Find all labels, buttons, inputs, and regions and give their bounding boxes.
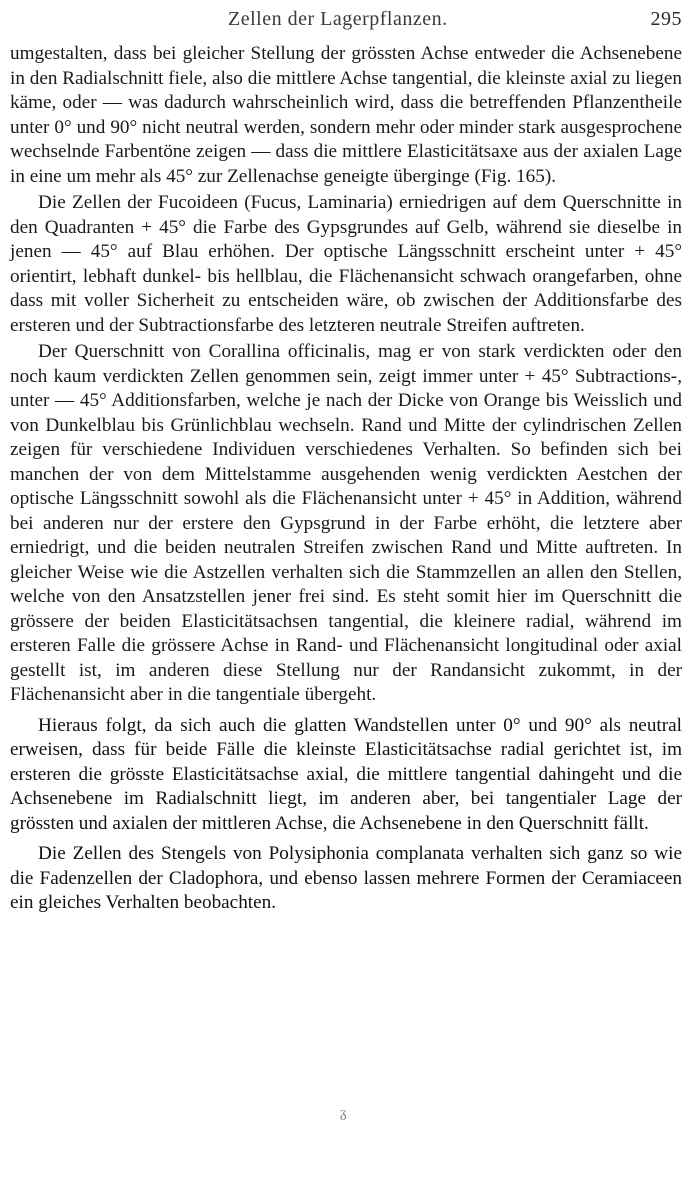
paragraph-5: Die Zellen des Stengels von Polysiphonia complanata verhalten sich ganz so wie die Fadenzellen der Cladophora, und ebenso lassen mehrere Formen der Ceramiaceen ein gleiches Verhalten beobachten. [10, 843, 682, 913]
paragraph-2: Die Zellen der Fucoideen (Fucus, Laminaria) erniedrigen auf dem Querschnitte in den Quadranten + 45° die Farbe des Gypsgrundes auf Gelb, während sie dieselbe in jenen — 45° auf Blau erhöhen. Der optische Längsschnitt erscheint unter + 45° orientirt, lebhaft dunkel- bis hellblau, die Flächenansicht schwach orangefarben, ohne dass mit voller Sicherheit zu entscheiden wäre, ob zwischen der Additionsfarbe des ersteren und der Subtractionsfarbe des letzteren neutrale Streifen auftreten. [10, 192, 682, 336]
page-body [10, 42, 682, 916]
book-page [10, 8, 682, 916]
running-title: Zellen der Lagerpflanzen. [228, 8, 448, 30]
paragraph-1: umgestalten, dass bei gleicher Stellung der grössten Achse entweder die Achsenebene in den Radialschnitt fiele, also die mittlere Achse tangential, die kleinste axial zu liegen käme, oder — was dadurch wahrscheinlich wird, dass die betreffenden Pflanzentheile unter 0° und 90° nicht neutral werden, sondern mehr oder minder stark ausgesprochene wechselnde Farbentöne zeigen — dass die mittlere Elasticitätsaxe aus der axialen Lage in eine um mehr als 45° zur Zellenachse geneigte überginge (Fig. 165). [10, 43, 682, 187]
signature-mark: ᵹ [340, 1106, 347, 1121]
page-header [10, 8, 682, 32]
paragraph-4: Hieraus folgt, da sich auch die glatten Wandstellen unter 0° und 90° als neutral erweisen, dass für beide Fälle die kleinste Elasticitätsachse radial gerichtet ist, im ersteren die grösste Elasticitätsachse axial, die mittlere tangential dahingeht und die Achsenebene im Radialschnitt liegt, im anderen aber, bei tangentialer Lage der grössten und axialen der mittleren Achse, die Achsenebene in den Querschnitt fällt. [10, 714, 682, 834]
paragraph-3: Der Querschnitt von Corallina officinalis, mag er von stark verdickten oder den noch kaum verdickten Zellen genommen sein, zeigt immer unter + 45° Subtractions-, unter — 45° Additionsfarben, welche je nach der Dicke von Orange bis Weisslich und von Dunkelblau bis Grünlichblau wechseln. Rand und Mitte der cylindrischen Zellen zeigen für verschiedene Individuen verschiedenes Verhalten. So befinden sich bei manchen der von dem Mittelstamme ausgehenden wenig verdickten Aestchen der optische Längsschnitt sowohl als die Flächenansicht unter + 45° in Addition, während bei anderen nur der erstere den Gypsgrund in der Farbe erhöht, die letztere aber erniedrigt, und die beiden neutralen Streifen zwischen Rand und Mitte auftreten. In gleicher Weise wie die Astzellen verhalten sich die Stammzellen an allen den Stellen, welche von den Ansatzstellen jener frei sind. Es steht somit hier im Querschnitt die grössere der beiden Elasticitätsachsen tangential, die kleinere radial, während im ersteren Falle die grössere Achse in Rand- und Flächenansicht longitudinal oder axial gestellt ist, im anderen diese Stellung nur der Randansicht zukommt, in der Flächenansicht aber in die tangentiale übergeht. [10, 341, 682, 705]
page-number: 295 [650, 8, 682, 30]
